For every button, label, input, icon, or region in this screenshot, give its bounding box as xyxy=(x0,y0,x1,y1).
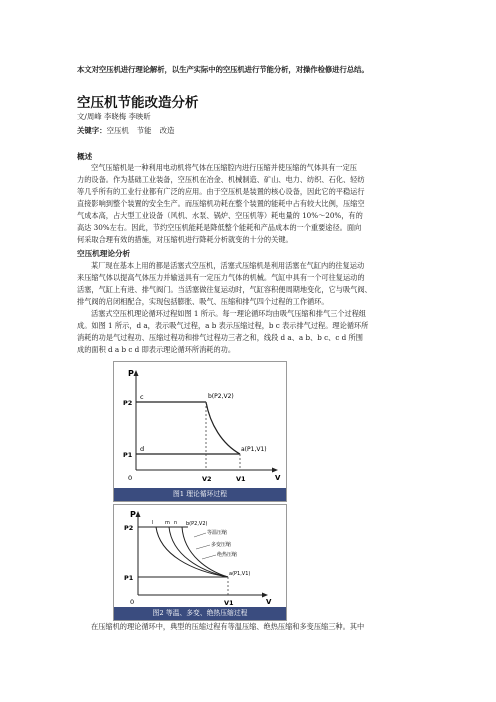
paragraph-line: 消耗的功是气过程功、压缩过程功和排气过程功三者之和，线段 d a、a b、b c、c d 所围 xyxy=(77,333,363,342)
paragraph-line: 成。如图 1 所示，d a，表示吸气过程，a b 表示压缩过程，b c 表示排气过程。理论循环所 xyxy=(77,321,369,330)
section-body-theory xyxy=(77,260,423,356)
paragraph-line: 活塞，气缸上有进、排气阀门。当活塞做往复运动时，气缸容积便周期地变化，它与吸气阀、 xyxy=(77,285,372,294)
fig2-point-n: n xyxy=(174,520,178,526)
fig1-v2-label: V2 xyxy=(202,475,212,483)
figure-1-caption: 图1 理论循环过程 xyxy=(114,488,286,501)
paragraph-line: 等几乎所有的工业行业都有广泛的应用。由于空压机是装置的核心设备，因此它的平稳运行 xyxy=(77,187,365,196)
fig2-curve-adiabatic: 绝热压缩 xyxy=(217,552,238,558)
figure-2 xyxy=(113,504,287,621)
figure-2-caption: 图2 等温、多变、绝热压缩过程 xyxy=(114,607,286,620)
fig2-curve-polytropic: 多变压缩 xyxy=(211,542,232,548)
paragraph-line: 排气阀的启闭相配合，实现包括膨胀、吸气、压缩和排气四个过程的工作循环。 xyxy=(77,297,329,306)
paragraph-line: 某厂现在基本上用的都是活塞式空压机，活塞式压缩机是利用活塞在气缸内的往复运动 xyxy=(91,261,365,270)
paragraph-line: 成的面积 d a b c d 即表示理论循环所消耗的功。 xyxy=(77,345,236,354)
paragraph-line: 气成本高，占大型工业设备（风机、水泵、锅炉、空压机等）耗电量的 10%～20%，有的 xyxy=(77,211,363,220)
article-title: 空压机节能改造分析 xyxy=(77,95,199,111)
fig1-v-axis-label: V xyxy=(275,474,281,482)
fig2-curve-isothermal: 等温压缩 xyxy=(207,530,228,536)
closing-line: 在压缩机的理论循环中，典型的压缩过程有等温压缩、绝热压缩和多变压缩三种。其中 xyxy=(91,622,365,631)
figure-1 xyxy=(113,361,287,502)
fig2-v1-label: V1 xyxy=(224,599,234,607)
fig1-point-a: a(P1,V1) xyxy=(241,446,267,453)
article-keywords xyxy=(77,125,182,136)
fig1-origin-label: 0 xyxy=(128,474,133,482)
keyword-item: 空压机 xyxy=(106,126,129,135)
figure-1-diagram xyxy=(114,362,286,488)
header-note: 本文对空压机进行理论解析，以生产实际中的空压机进行节能分析，对操作检修进行总结。 xyxy=(77,65,369,74)
fig2-point-l: l xyxy=(152,520,154,526)
fig2-p1-label: P1 xyxy=(124,574,134,582)
paragraph-line: 空气压缩机是一种利用电动机将气体在压缩腔内进行压缩并使压缩的气体具有一定压 xyxy=(91,163,357,172)
fig1-p1-label: P1 xyxy=(123,451,133,459)
paragraph-line: 活塞式空压机理论循环过程如图 1 所示。每一理论循环均由吸气压缩和排气三个过程组 xyxy=(91,309,367,318)
fig2-v-axis-label: V xyxy=(266,598,272,606)
section-heading-overview: 概述 xyxy=(77,152,93,161)
paragraph-line: 直接影响到整个装置的安全生产。而压缩机功耗在整个装置的能耗中占有较大比例，压缩空 xyxy=(77,199,365,208)
paragraph-line: 高达 30%左右。因此，节约空压机能耗是降低整个能耗和产品成本的一个重要途径。面向 xyxy=(77,223,362,232)
fig2-point-a: a(P1,V1) xyxy=(229,571,251,577)
fig2-point-b: b(P2,V2) xyxy=(186,521,208,527)
fig1-point-b: b(P2,V2) xyxy=(208,393,234,400)
figure-2-diagram xyxy=(114,505,286,607)
article-authors: 文/周峰 李晓梅 李映昕 xyxy=(77,112,151,121)
keyword-item: 节能 xyxy=(136,126,152,135)
fig1-point-c: c xyxy=(140,393,144,401)
fig2-origin-label: 0 xyxy=(130,598,135,606)
paragraph-line: 来压缩气体以提高气体压力并输送具有一定压力气体的机械。气缸中具有一个可往复运动的 xyxy=(77,273,365,282)
fig1-p2-label: P2 xyxy=(123,399,133,407)
fig1-point-d: d xyxy=(140,445,145,453)
fig2-p2-label: P2 xyxy=(124,524,134,532)
fig2-p-axis-label: P xyxy=(130,510,136,519)
fig1-p-axis-label: P xyxy=(128,369,134,378)
section-heading-theory: 空压机理论分析 xyxy=(77,249,131,258)
keyword-item: 改造 xyxy=(159,126,175,135)
paragraph-line: 何采取合理有效的措施，对压缩机进行降耗分析就变的十分的关键。 xyxy=(77,235,293,244)
keywords-label: 关键字： xyxy=(77,126,107,135)
fig1-v1-label: V1 xyxy=(236,475,246,483)
closing-paragraph xyxy=(77,621,423,633)
section-body-overview xyxy=(77,162,423,246)
fig2-point-m: m xyxy=(165,520,170,526)
paragraph-line: 力的设备。作为基础工业装备，空压机在冶金、机械制造、矿山、电力、纺织、石化、轻纺 xyxy=(77,175,365,184)
